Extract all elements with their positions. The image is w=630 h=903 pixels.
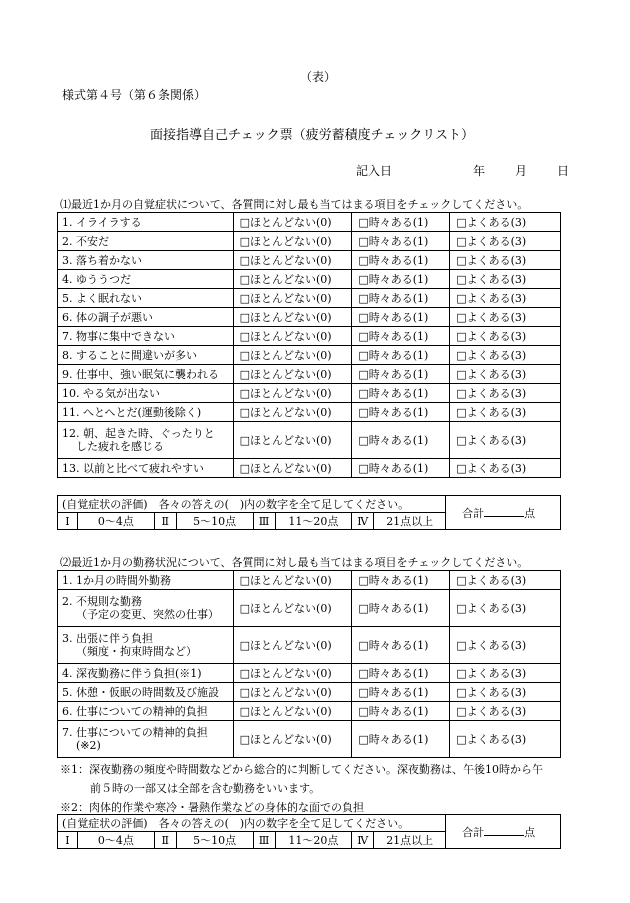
choice-rarely-checkbox[interactable]: □ほとんどない(0) <box>233 627 352 664</box>
choice-often-checkbox[interactable]: □よくある(3) <box>450 365 561 384</box>
choice-rarely-checkbox[interactable]: □ほとんどない(0) <box>233 459 352 478</box>
choice-often-checkbox[interactable]: □よくある(3) <box>450 384 561 403</box>
choice-sometimes-checkbox[interactable]: □時々ある(1) <box>352 308 450 327</box>
question-row <box>58 327 561 346</box>
choice-rarely-checkbox[interactable]: □ほとんどない(0) <box>233 590 352 627</box>
section2-instruction: ⑵最近1か月の勤務状況について、各質問に対し最も当てはまる項目をチェックしてください。 <box>60 556 529 569</box>
choice-sometimes-checkbox[interactable]: □時々ある(1) <box>352 384 450 403</box>
choice-sometimes-checkbox[interactable]: □時々ある(1) <box>352 683 450 702</box>
grade-range: 21点以上 <box>374 513 446 530</box>
question-row <box>58 459 561 478</box>
side-label: （表） <box>300 70 337 84</box>
work-evaluation-table <box>57 814 561 849</box>
question-row <box>58 702 561 721</box>
question-label <box>58 721 234 758</box>
choice-often-checkbox[interactable]: □よくある(3) <box>450 289 561 308</box>
choice-sometimes-checkbox[interactable]: □時々ある(1) <box>352 270 450 289</box>
choice-rarely-checkbox[interactable]: □ほとんどない(0) <box>233 213 352 232</box>
note-1-line-2: 前５時の一部又は全部を含む勤務をいいます。 <box>90 782 321 795</box>
question-label: 6. 体の調子が悪い <box>58 308 234 327</box>
choice-often-checkbox[interactable]: □よくある(3) <box>450 683 561 702</box>
question-row <box>58 346 561 365</box>
total-score-field[interactable] <box>446 815 561 849</box>
question-row <box>58 627 561 664</box>
question-label-line: 2. 不規則な勤務 <box>62 595 142 608</box>
question-label <box>58 590 234 627</box>
choice-sometimes-checkbox[interactable]: □時々ある(1) <box>352 571 450 590</box>
question-label <box>58 422 234 459</box>
question-label: 8. することに間違いが多い <box>58 346 234 365</box>
question-label-line: (※2) <box>76 739 101 752</box>
date-label: 記入日 <box>356 164 393 178</box>
question-label: 6. 仕事についての精神的負担 <box>58 702 234 721</box>
grade-range: 11～20点 <box>275 513 352 530</box>
grade-level: Ⅱ <box>154 513 176 530</box>
question-row <box>58 232 561 251</box>
choice-often-checkbox[interactable]: □よくある(3) <box>450 627 561 664</box>
choice-often-checkbox[interactable]: □よくある(3) <box>450 571 561 590</box>
question-label: 4. ゆううつだ <box>58 270 234 289</box>
section1-instruction: ⑴最近1か月の自覚症状について、各質問に対し最も当てはまる項目をチェックしてください。 <box>60 198 529 211</box>
choice-sometimes-checkbox[interactable]: □時々ある(1) <box>352 664 450 683</box>
form-number: 様式第４号（第６条関係） <box>62 88 207 102</box>
choice-rarely-checkbox[interactable]: □ほとんどない(0) <box>233 683 352 702</box>
page-title: 面接指導自己チェック票（疲労蓄積度チェックリスト） <box>150 128 474 143</box>
question-label: 5. よく眠れない <box>58 289 234 308</box>
choice-rarely-checkbox[interactable]: □ほとんどない(0) <box>233 289 352 308</box>
question-label: 3. 落ち着かない <box>58 251 234 270</box>
work-status-table <box>57 570 561 758</box>
choice-rarely-checkbox[interactable]: □ほとんどない(0) <box>233 664 352 683</box>
question-row <box>58 251 561 270</box>
question-row <box>58 289 561 308</box>
grade-level: Ⅳ <box>352 513 374 530</box>
grade-level: Ⅲ <box>253 513 275 530</box>
choice-sometimes-checkbox[interactable]: □時々ある(1) <box>352 327 450 346</box>
choice-often-checkbox[interactable]: □よくある(3) <box>450 270 561 289</box>
choice-sometimes-checkbox[interactable]: □時々ある(1) <box>352 627 450 664</box>
question-label: 2. 不安だ <box>58 232 234 251</box>
choice-often-checkbox[interactable]: □よくある(3) <box>450 346 561 365</box>
question-label: 4. 深夜勤務に伴う負担(※1) <box>58 664 234 683</box>
choice-sometimes-checkbox[interactable]: □時々ある(1) <box>352 346 450 365</box>
total-blank[interactable] <box>484 825 524 836</box>
choice-rarely-checkbox[interactable]: □ほとんどない(0) <box>233 384 352 403</box>
grade-level: Ⅲ <box>253 832 275 849</box>
choice-often-checkbox[interactable]: □よくある(3) <box>450 251 561 270</box>
choice-sometimes-checkbox[interactable]: □時々ある(1) <box>352 422 450 459</box>
choice-rarely-checkbox[interactable]: □ほとんどない(0) <box>233 422 352 459</box>
choice-often-checkbox[interactable]: □よくある(3) <box>450 422 561 459</box>
choice-sometimes-checkbox[interactable]: □時々ある(1) <box>352 365 450 384</box>
question-row <box>58 664 561 683</box>
total-unit: 点 <box>524 825 536 839</box>
question-label-line: 12. 朝、起きた時、ぐったりと <box>62 427 215 440</box>
choice-often-checkbox[interactable]: □よくある(3) <box>450 327 561 346</box>
choice-often-checkbox[interactable]: □よくある(3) <box>450 308 561 327</box>
choice-rarely-checkbox[interactable]: □ほとんどない(0) <box>233 327 352 346</box>
choice-rarely-checkbox[interactable]: □ほとんどない(0) <box>233 721 352 758</box>
question-label-line: （頻度・拘束時間など） <box>76 645 197 658</box>
question-label <box>58 627 234 664</box>
grade-range: 5～10点 <box>176 513 253 530</box>
evaluation-note: (自覚症状の評価) 各々の答えの( )内の数字を全て足してください。 <box>58 496 446 513</box>
date-month: 月 <box>515 164 528 178</box>
question-label: 7. 物事に集中できない <box>58 327 234 346</box>
choice-sometimes-checkbox[interactable]: □時々ある(1) <box>352 289 450 308</box>
choice-often-checkbox[interactable]: □よくある(3) <box>450 590 561 627</box>
choice-often-checkbox[interactable]: □よくある(3) <box>450 232 561 251</box>
question-label: 11. へとへとだ(運動後除く) <box>58 403 234 422</box>
question-label-line: した疲れを感じる <box>76 440 164 453</box>
symptom-evaluation-table <box>57 495 561 530</box>
total-unit: 点 <box>524 506 536 520</box>
date-year: 年 <box>473 164 486 178</box>
choice-often-checkbox[interactable]: □よくある(3) <box>450 721 561 758</box>
choice-sometimes-checkbox[interactable]: □時々ある(1) <box>352 251 450 270</box>
question-row <box>58 422 561 459</box>
choice-rarely-checkbox[interactable]: □ほとんどない(0) <box>233 346 352 365</box>
question-row <box>58 403 561 422</box>
symptom-table <box>57 212 561 478</box>
question-label-line: 3. 出張に伴う負担 <box>62 632 153 645</box>
question-label-line: 7. 仕事についての精神的負担 <box>62 726 208 739</box>
evaluation-note: (自覚症状の評価) 各々の答えの( )内の数字を全て足してください。 <box>58 815 446 832</box>
question-row <box>58 571 561 590</box>
question-row <box>58 590 561 627</box>
grade-level: Ⅰ <box>58 513 78 530</box>
choice-sometimes-checkbox[interactable]: □時々ある(1) <box>352 213 450 232</box>
choice-often-checkbox[interactable]: □よくある(3) <box>450 702 561 721</box>
question-row <box>58 308 561 327</box>
grade-range: 11～20点 <box>275 832 352 849</box>
choice-sometimes-checkbox[interactable]: □時々ある(1) <box>352 702 450 721</box>
choice-rarely-checkbox[interactable]: □ほとんどない(0) <box>233 403 352 422</box>
question-label: 5. 休憩・仮眠の時間数及び施設 <box>58 683 234 702</box>
total-label: 合計 <box>462 825 485 839</box>
question-row <box>58 270 561 289</box>
choice-rarely-checkbox[interactable]: □ほとんどない(0) <box>233 251 352 270</box>
choice-sometimes-checkbox[interactable]: □時々ある(1) <box>352 403 450 422</box>
choice-rarely-checkbox[interactable]: □ほとんどない(0) <box>233 365 352 384</box>
grade-range: 5～10点 <box>176 832 253 849</box>
question-row <box>58 683 561 702</box>
grade-range: 0～4点 <box>77 513 154 530</box>
grade-range: 0～4点 <box>77 832 154 849</box>
total-blank[interactable] <box>484 506 524 517</box>
choice-rarely-checkbox[interactable]: □ほとんどない(0) <box>233 571 352 590</box>
note-2: ※2：肉体的作業や寒冷・暑熱作業などの身体的な面での負担 <box>60 801 364 814</box>
choice-sometimes-checkbox[interactable]: □時々ある(1) <box>352 459 450 478</box>
grade-range: 21点以上 <box>374 832 446 849</box>
choice-sometimes-checkbox[interactable]: □時々ある(1) <box>352 590 450 627</box>
choice-often-checkbox[interactable]: □よくある(3) <box>450 403 561 422</box>
choice-rarely-checkbox[interactable]: □ほとんどない(0) <box>233 270 352 289</box>
total-label: 合計 <box>462 506 485 520</box>
note-1-line-1: ※1：深夜勤務の頻度や時間数などから総合的に判断してください。深夜勤務は、午後10時から午 <box>60 763 543 776</box>
question-label: 10. やる気が出ない <box>58 384 234 403</box>
choice-rarely-checkbox[interactable]: □ほとんどない(0) <box>233 308 352 327</box>
choice-rarely-checkbox[interactable]: □ほとんどない(0) <box>233 232 352 251</box>
question-row <box>58 365 561 384</box>
question-label: 9. 仕事中、強い眠気に襲われる <box>58 365 234 384</box>
question-row <box>58 213 561 232</box>
question-row <box>58 721 561 758</box>
choice-often-checkbox[interactable]: □よくある(3) <box>450 664 561 683</box>
date-day: 日 <box>557 164 570 178</box>
choice-sometimes-checkbox[interactable]: □時々ある(1) <box>352 232 450 251</box>
grade-level: Ⅰ <box>58 832 78 849</box>
grade-level: Ⅱ <box>154 832 176 849</box>
total-score-field[interactable] <box>446 496 561 530</box>
question-row <box>58 384 561 403</box>
grade-level: Ⅳ <box>352 832 374 849</box>
choice-often-checkbox[interactable]: □よくある(3) <box>450 213 561 232</box>
choice-rarely-checkbox[interactable]: □ほとんどない(0) <box>233 702 352 721</box>
choice-often-checkbox[interactable]: □よくある(3) <box>450 459 561 478</box>
question-label-line: （予定の変更、突然の仕事） <box>76 608 219 621</box>
question-label: 13. 以前と比べて疲れやすい <box>58 459 234 478</box>
choice-sometimes-checkbox[interactable]: □時々ある(1) <box>352 721 450 758</box>
question-label: 1. 1か月の時間外勤務 <box>58 571 234 590</box>
question-label: 1. イライラする <box>58 213 234 232</box>
